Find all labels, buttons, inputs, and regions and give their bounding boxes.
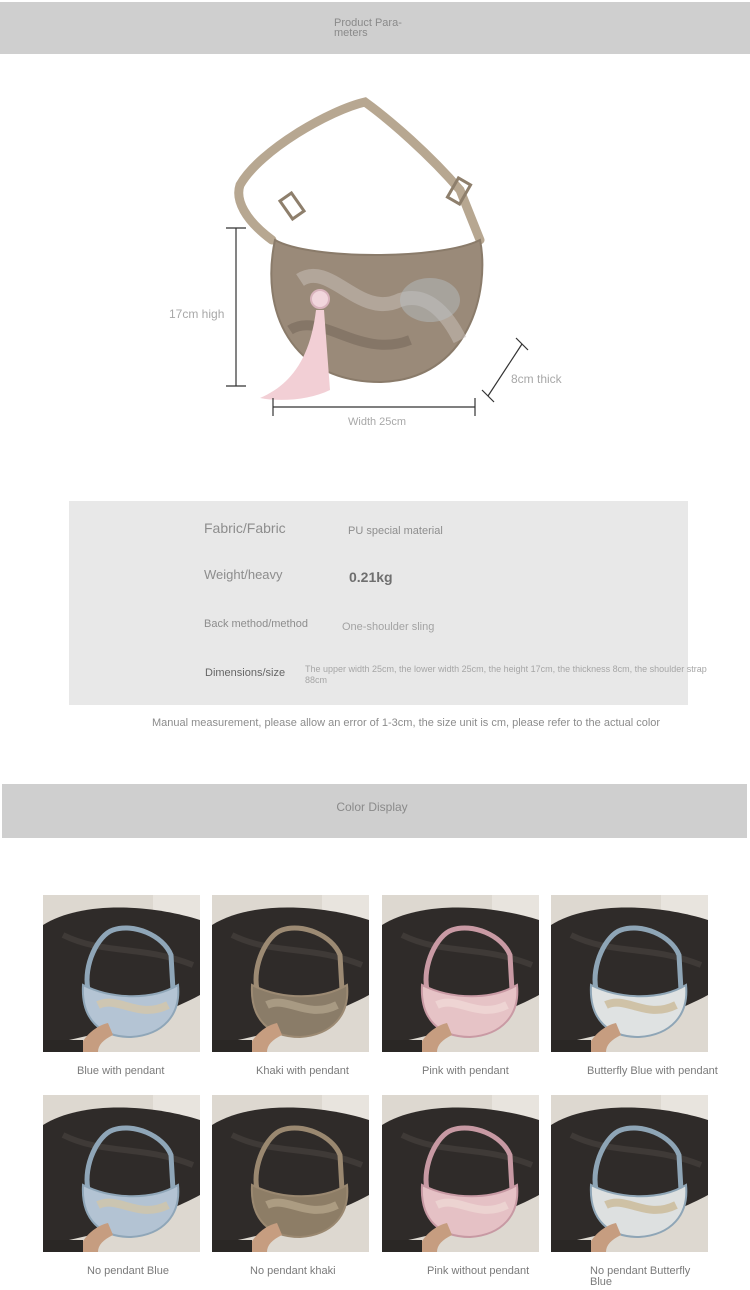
pendant-bead <box>311 290 329 308</box>
color-swatch-photo <box>43 895 200 1052</box>
product-parameters-banner <box>0 2 750 54</box>
spec-label-fabric: Fabric/Fabric <box>204 520 286 536</box>
color-caption: No pendant khaki <box>250 1265 336 1277</box>
color-swatch-photo <box>551 1095 708 1252</box>
color-display-banner <box>2 784 747 838</box>
measurement-note: Manual measurement, please allow an error of 1-3cm, the size unit is cm, please refer to the actual color <box>152 717 661 729</box>
spec-value-back-method: One-shoulder sling <box>342 621 435 633</box>
thickness-label: 8cm thick <box>511 372 562 386</box>
color-swatch-photo <box>382 1095 539 1252</box>
color-caption: Blue with pendant <box>77 1065 165 1077</box>
color-swatch-photo <box>212 1095 369 1252</box>
color-swatch-photo <box>551 895 708 1052</box>
spec-value-dimensions: The upper width 25cm, the lower width 25cm, the height 17cm, the thickness 8cm, the shoulder strap 88cm <box>305 664 707 685</box>
color-caption: Pink with pendant <box>422 1065 509 1077</box>
color-caption: Butterfly Blue with pendant <box>587 1065 718 1077</box>
height-label: 17cm high <box>169 307 225 321</box>
color-caption: No pendant Butterfly Blue <box>590 1265 691 1288</box>
product-parameters-title: Product Para- meters <box>334 17 402 39</box>
width-label: Width 25cm <box>348 416 407 428</box>
color-swatch-photo <box>212 895 369 1052</box>
spec-label-weight: Weight/heavy <box>204 567 283 582</box>
color-swatch-photo <box>43 1095 200 1252</box>
bag-strap <box>239 102 480 240</box>
color-display-title: Color Display <box>336 800 408 814</box>
color-caption: Khaki with pendant <box>256 1065 349 1077</box>
spec-label-back-method: Back method/method <box>204 618 308 630</box>
color-swatch-photo <box>382 895 539 1052</box>
color-caption: No pendant Blue <box>87 1265 169 1277</box>
color-caption: Pink without pendant <box>427 1265 530 1277</box>
bag-dimension-diagram <box>160 90 580 440</box>
spec-label-dimensions: Dimensions/size <box>205 667 286 679</box>
spec-value-weight: 0.21kg <box>349 569 393 585</box>
strap-buckle-left <box>280 193 304 219</box>
bag-pattern-3 <box>400 278 460 322</box>
spec-value-fabric: PU special material <box>348 525 443 537</box>
